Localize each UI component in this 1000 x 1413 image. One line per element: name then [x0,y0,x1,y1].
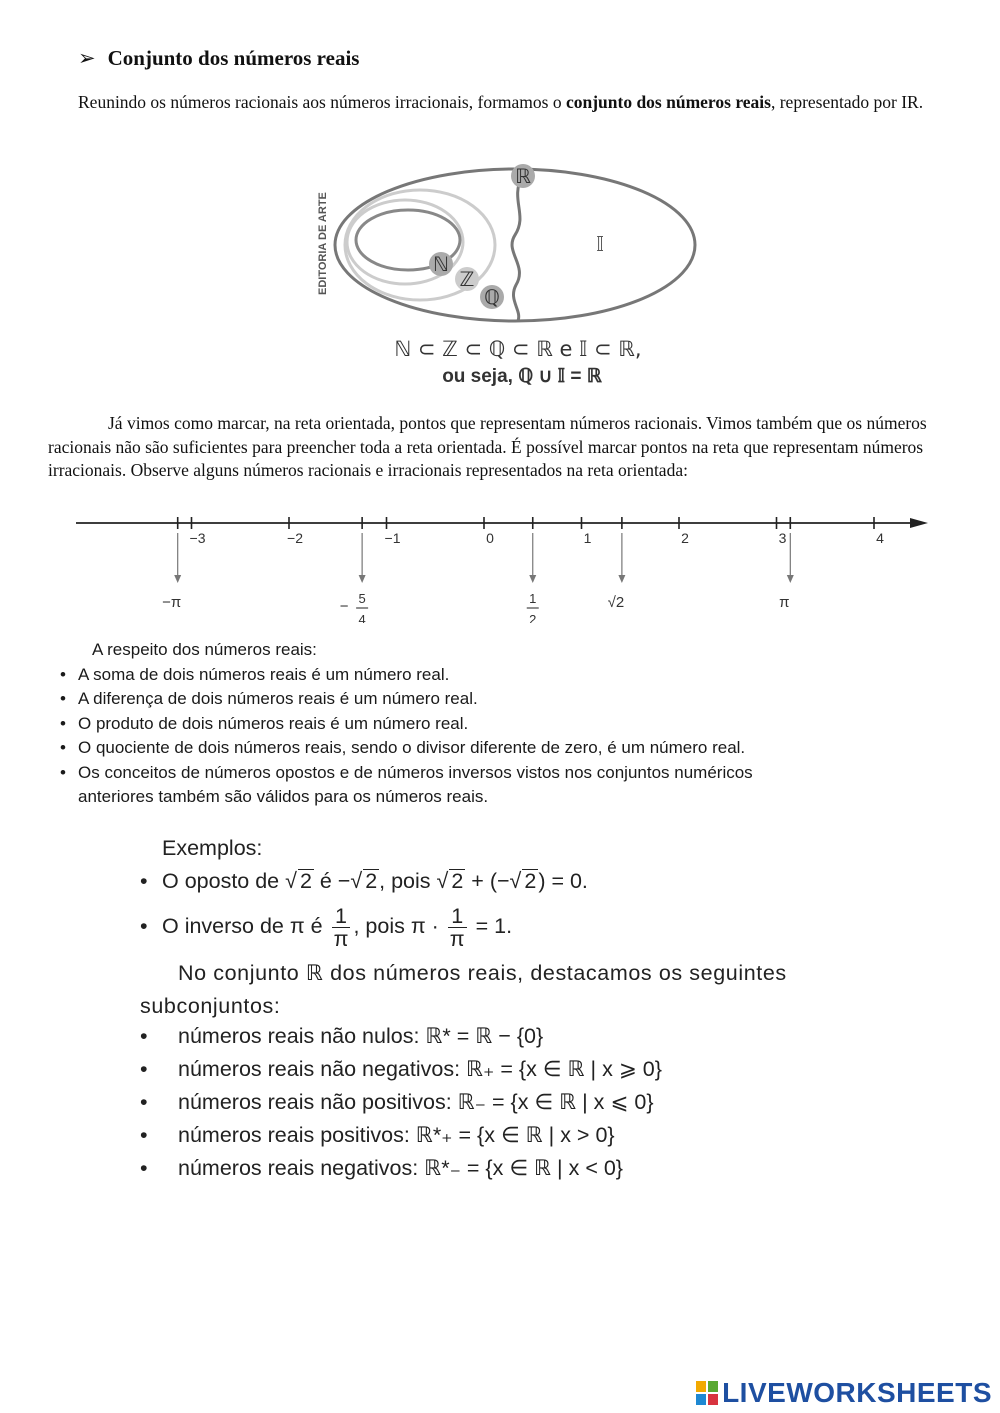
tick-label: 4 [876,530,884,546]
point-label-sign: − [339,598,349,615]
property-item: • A soma de dois números reais é um número real. [58,663,753,688]
tick-label: −3 [189,530,206,546]
logo-text: LIVEWORKSHEETS [722,1377,992,1408]
intro-text-after: , representado por IR. [770,92,924,112]
property-item: • A diferença de dois números reais é um número real. [58,687,753,712]
bullet-icon: • [140,914,148,938]
point-label-denominator: 2 [529,612,537,623]
point-arrow-head [787,575,794,583]
number-line [0,508,1000,623]
sqrt-radicand: 2 [365,869,378,893]
property-item-continuation: anteriores também são válidos para os números reais. [78,787,489,806]
fraction: $\frac{1}{\pi}$ [333,903,349,951]
example-opposite: • O oposto de √ 2 é −√ 2, pois √ 2 + (−√ 2) = 0. [140,865,588,898]
tick-label: −2 [287,530,303,546]
set-R-label: ℝ [515,164,531,188]
properties-title: A respeito dos números reais: [92,640,317,659]
intro-paragraph [48,91,953,115]
point-arrow-head [174,575,181,583]
tick-label: 2 [681,530,689,546]
subset-item: • números reais negativos: ℝ*₋ = {x ∈ ℝ | x < 0} [140,1152,662,1185]
intro-text-before: Reunindo os números racionais aos números irracionais, formamos o [78,92,566,112]
bullet-icon: • [140,1057,148,1081]
tick-label: 0 [486,530,494,546]
point-arrow-head [529,575,536,583]
subset-item: • números reais não nulos: ℝ* = ℝ − {0} [140,1020,662,1053]
subset-item: • números reais não negativos: ℝ₊ = {x ∈ ℝ | x ⩾ 0} [140,1053,662,1086]
sqrt-radicand: 2 [299,869,312,893]
bullet-icon: • [140,1156,148,1180]
bullet-icon: • [140,1024,148,1048]
subsets-intro: No conjunto ℝ dos números reais, destacamos os seguintes subconjuntos: [140,961,787,1018]
liveworksheets-logo[interactable] [696,1377,992,1409]
set-Q-label: ℚ [484,285,500,309]
tick-label: 1 [583,530,592,546]
point-label: π [779,594,790,611]
bullet-icon: • [60,689,66,708]
point-label: √2 [607,594,625,611]
section-heading [78,46,359,71]
set-I-label: 𝕀 [596,232,604,256]
set-N-label: ℕ [432,252,450,276]
point-label-denominator: 4 [358,612,366,623]
point-label-numerator: 1 [529,591,537,606]
rational-irrational-divider [512,176,522,321]
property-item: • O produto de dois números reais é um número real. [58,712,753,737]
subsets-list [140,1020,662,1185]
arrow-bullet-icon: ➢ [78,46,96,70]
examples-title: Exemplos: [162,836,263,860]
tick-label: 3 [778,530,787,546]
bullet-icon: • [60,762,66,782]
subset-item: • números reais não positivos: ℝ₋ = {x ∈ ℝ | x ⩽ 0} [140,1086,662,1119]
tick-label: −1 [384,530,401,546]
property-item: • O quociente de dois números reais, sendo o divisor diferente de zero, é um número real. [58,736,753,761]
subset-item: • números reais positivos: ℝ*₊ = {x ∈ ℝ | x > 0} [140,1119,662,1152]
heading-text: Conjunto dos números reais [107,46,360,70]
property-item: • Os conceitos de números opostos e de números inversos vistos nos conjuntos numéricos [58,761,753,786]
bullet-icon: • [60,738,66,757]
point-label: −π [162,594,182,611]
point-arrow-head [359,575,366,583]
sqrt-radicand: 2 [524,869,537,893]
number-line-paragraph: Já vimos como marcar, na reta orientada, pontos que representam números racionais. Vimos também que os números racionais não são suficientes para preencher toda a reta orientada. É possível marcar pontos na reta que representam números irracionais. Observe alguns números racionais e irracionais representados na reta orientada: [48,413,927,480]
diagram-caption-2: ou seja, ℚ ∪ 𝕀 = ℝ [442,366,602,387]
examples-block [140,832,588,954]
bullet-icon: • [140,1123,148,1147]
point-label-numerator: 5 [358,591,366,606]
bullet-icon: • [60,664,66,684]
set-Z-label: ℤ [459,267,475,291]
example-inverse: • O inverso de π é $\frac{1}{\pi}$ , pois π · $\frac{1}{\pi}$ = 1. [140,898,588,954]
bullet-icon: • [140,869,148,893]
diagram-caption-1: ℕ ⊂ ℤ ⊂ ℚ ⊂ ℝ e 𝕀 ⊂ ℝ, [394,337,642,361]
sets-diagram [300,160,700,392]
number-line-arrowhead [910,518,928,528]
liveworksheets-mark-icon [696,1381,718,1405]
fraction: $\frac{1}{\pi}$ [449,903,465,951]
bullet-icon: • [140,1090,148,1114]
point-arrow-head [618,575,625,583]
diagram-side-label: EDITORIA DE ARTE [317,192,329,295]
intro-text-bold: conjunto dos números reais [565,92,771,112]
sqrt-radicand: 2 [451,869,464,893]
bullet-icon: • [60,713,66,733]
properties-list [58,638,753,810]
